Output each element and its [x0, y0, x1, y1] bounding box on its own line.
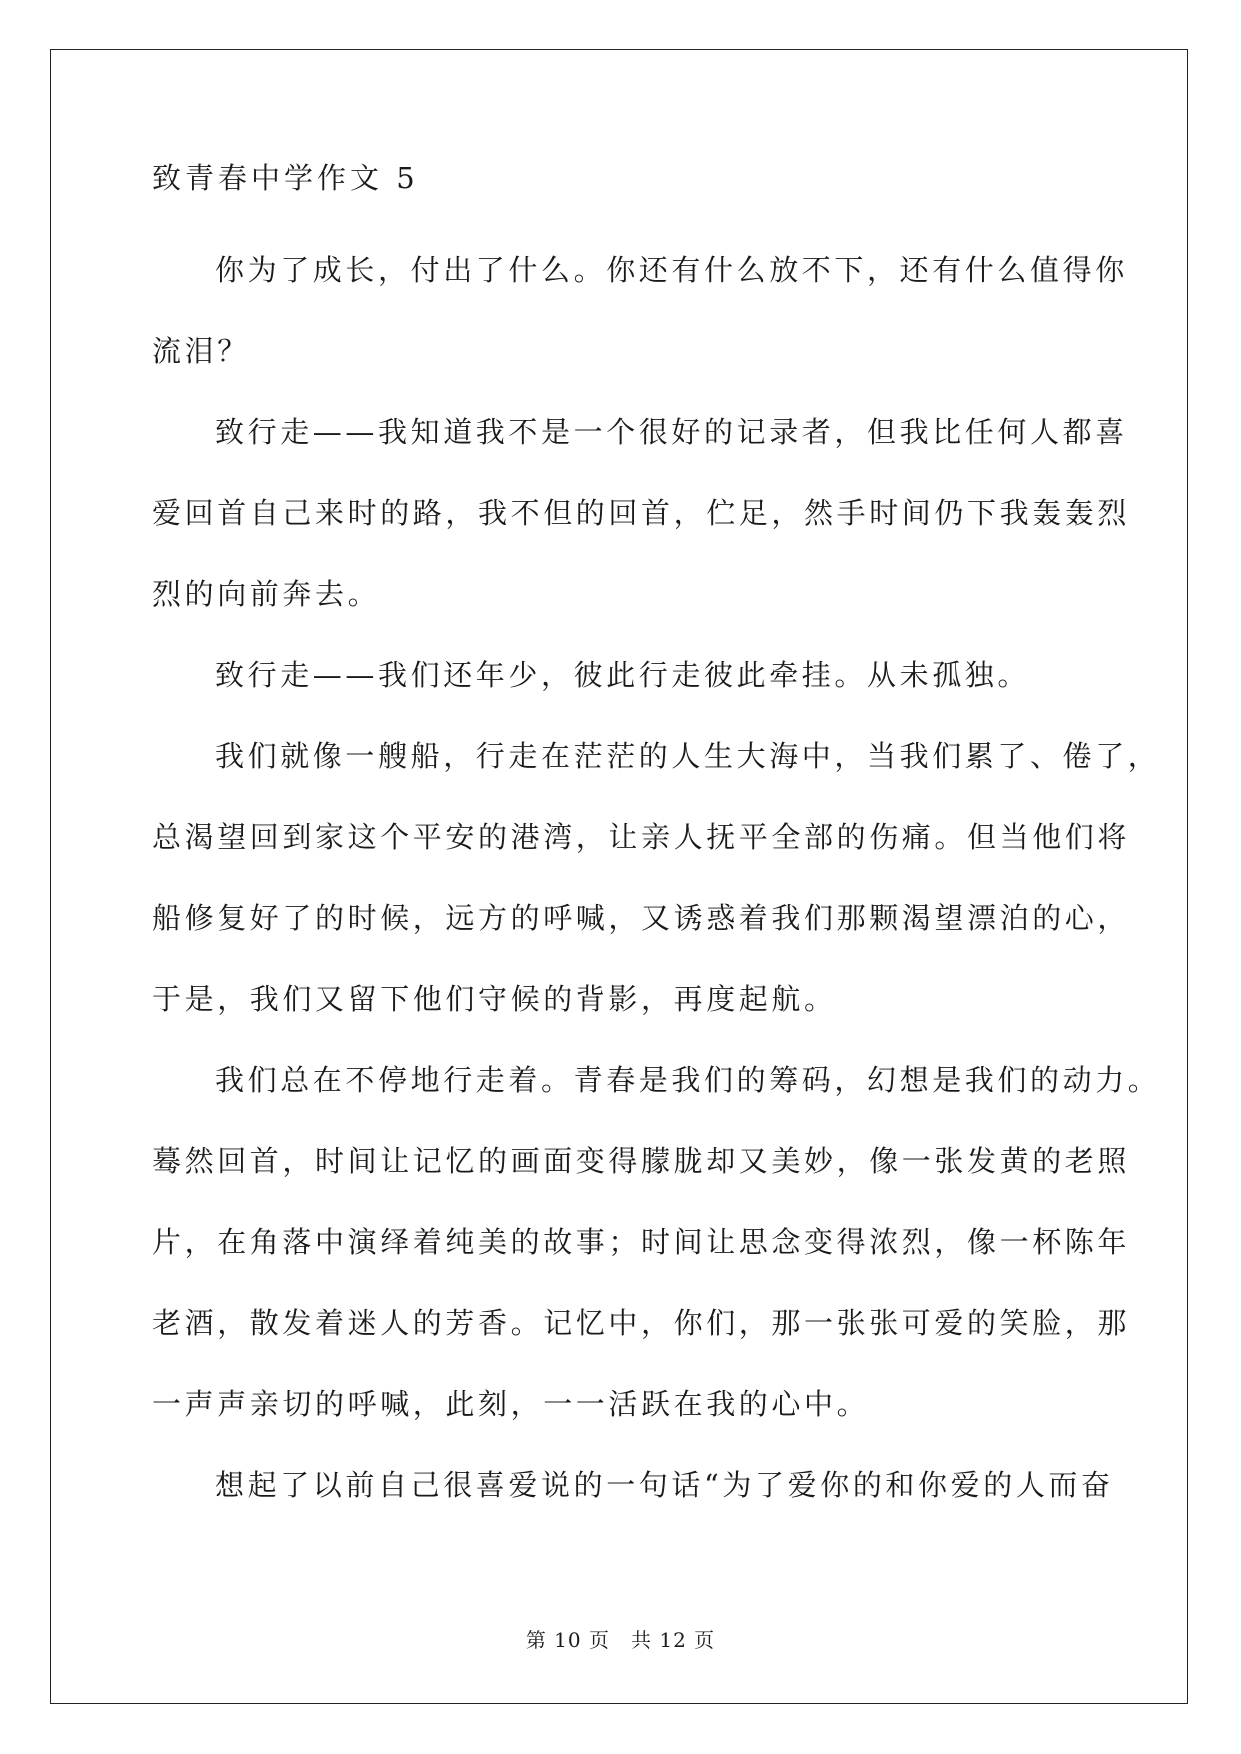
text-line: 爱回首自己来时的路，我不但的回首，伫足，然手时间仍下我轰轰烈 [152, 496, 1131, 530]
text-line: 致行走——我们还年少，彼此行走彼此牵挂。从未孤独。 [215, 658, 1031, 692]
text-line: 我们就像一艘船，行走在茫茫的人生大海中，当我们累了、倦了， [215, 739, 1161, 773]
paragraph-5 [152, 1040, 1161, 1445]
page-number-footer: 第 10 页 共 12 页 [525, 1628, 716, 1652]
text-line: 一声声亲切的呼喊，此刻，一一活跃在我的心中。 [152, 1387, 870, 1421]
text-line: 总渴望回到家这个平安的港湾，让亲人抚平全部的伤痛。但当他们将 [152, 820, 1131, 854]
text-line: 于是，我们又留下他们守候的背影，再度起航。 [152, 982, 837, 1016]
text-line: 船修复好了的时候，远方的呼喊，又诱惑着我们那颗渴望漂泊的心， [152, 901, 1131, 935]
text-line: 想起了以前自己很喜爱说的一句话“为了爱你的和你爱的人而奋 [215, 1468, 1114, 1502]
text-line: 蓦然回首，时间让记忆的画面变得朦胧却又美妙，像一张发黄的老照 [152, 1144, 1131, 1178]
text-line: 你为了成长，付出了什么。你还有什么放不下，还有什么值得你 [215, 253, 1128, 287]
document-title: 致青春中学作文 5 [152, 161, 419, 195]
text-line: 老酒，散发着迷人的芳香。记忆中，你们，那一张张可爱的笑脸，那 [152, 1306, 1131, 1340]
paragraph-2 [152, 392, 1131, 635]
paragraph-6 [152, 1445, 1114, 1526]
paragraph-3 [152, 635, 1092, 716]
text-line: 流泪？ [152, 334, 250, 368]
paragraph-4 [152, 716, 1161, 1040]
text-line: 片，在角落中演绎着纯美的故事；时间让思念变得浓烈，像一杯陈年 [152, 1225, 1131, 1259]
text-line: 我们总在不停地行走着。青春是我们的筹码，幻想是我们的动力。 [215, 1063, 1161, 1097]
text-line: 烈的向前奔去。 [152, 577, 381, 611]
paragraph-1 [152, 230, 1128, 392]
document-body [152, 161, 1161, 1526]
text-line: 致行走——我知道我不是一个很好的记录者，但我比任何人都喜 [215, 415, 1128, 449]
